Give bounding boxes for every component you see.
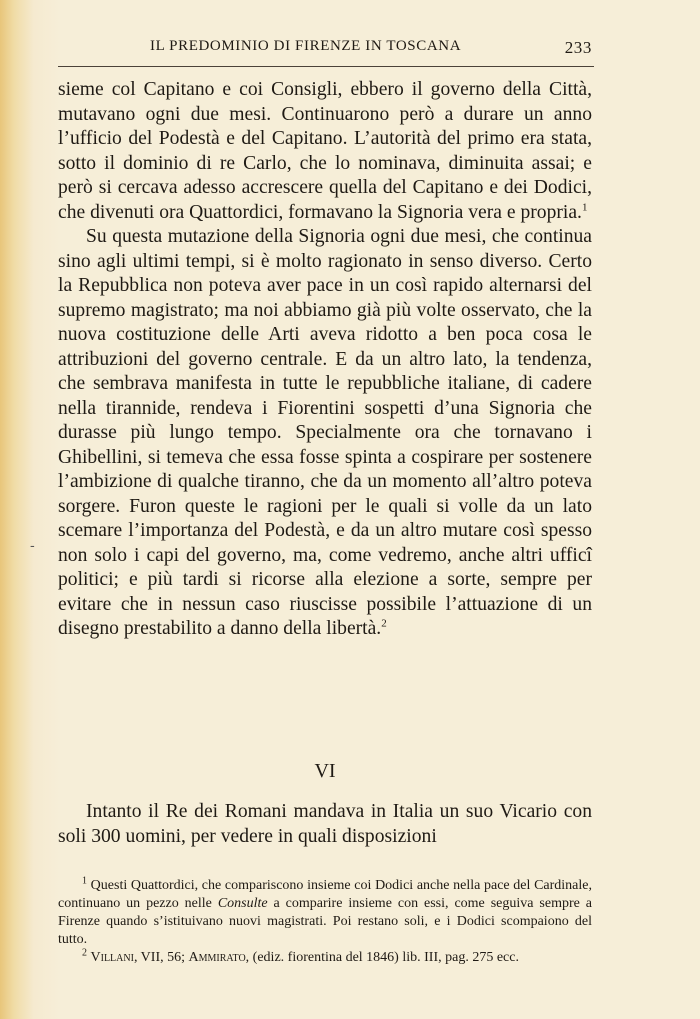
paragraph: Intanto il Re dei Romani mandava in Italia un suo Vicario con soli 300 uomini, per vedere in quali disposizioni	[58, 801, 592, 847]
footnote-ref: 2	[381, 617, 387, 630]
section-heading: VI	[314, 760, 336, 782]
main-text	[58, 78, 592, 642]
footnote: $^1$ Questi Quattordici, che compariscono insieme coi Dodici anche nella pace del Cardinale, continuano un pezzo nelle Consulte a comparire insieme con essi, come seguiva sempre a Firenze quando s’istituivano nuovi magistrati. Poi restano soli, e i Dodici scompaiono del tutto.	[58, 875, 592, 947]
footnote: $^2$ Villani, VII, 56; Ammirato, (ediz. fiorentina del 1846) lib. III, pag. 275 ecc.	[82, 947, 519, 965]
running-title: IL PREDOMINIO DI FIRENZE IN TOSCANA	[150, 38, 462, 54]
section-text	[58, 800, 592, 849]
header-rule	[58, 66, 594, 67]
page-number: 233	[564, 38, 592, 57]
footnote-ref: 1	[581, 200, 588, 213]
footnotes	[58, 877, 592, 967]
margin-mark: -	[30, 538, 35, 554]
paragraph: Su questa mutazione della Signoria ogni due mesi, che continua sino agli ultimi tempi, si è molto ragionato in senso diverso. Certo la Repubblica non poteva aver pace in un così rapido alternarsi del supremo magistrato; ma noi abbiamo già più volte osservato, che la nuova costituzione delle Arti aveva ridotto a ben poca cosa le attribuzioni del governo centrale. E da un altro lato, la tendenza, che sembrava manifesta in tutte le repubbliche italiane, di cadere nella tirannide, rendeva i Fiorentini sospetti d’una Signoria che durasse più lungo tempo. Specialmente ora che tornavano i Ghibellini, si temeva che essa fosse spinta a cospirare per sostenere l’ambizione di qualche tiranno, che da un momento all’altro poteva sorgere. Furon queste le ragioni per le quali si volle da un lato scemare l’importanza del Podestà, e da un altro mutare così spesso non solo i capi del governo, ma, come vedremo, anche altri ufficî politici; e più tardi si ricorse alla elezione a sorte, sempre per evitare che in nessun caso riuscisse possibile l’attuazione di un disegno prestabilito a danno della libertà.$^2$	[58, 226, 592, 639]
page-header	[60, 38, 592, 60]
paragraph: sieme col Capitano e coi Consigli, ebbero il governo della Città, mutavano ogni due mesi. Continuarono però a durare un anno l’ufficio del Podestà e del Capitano. L’autorità del primo era stata, sotto il dominio di re Carlo, che lo nominava, diminuita assai; e però si cercava adesso accrescere quella del Capitano e dei Dodici, che divenuti ora Quattordici, formavano la Signoria vera e propria.$^1$	[58, 79, 592, 223]
